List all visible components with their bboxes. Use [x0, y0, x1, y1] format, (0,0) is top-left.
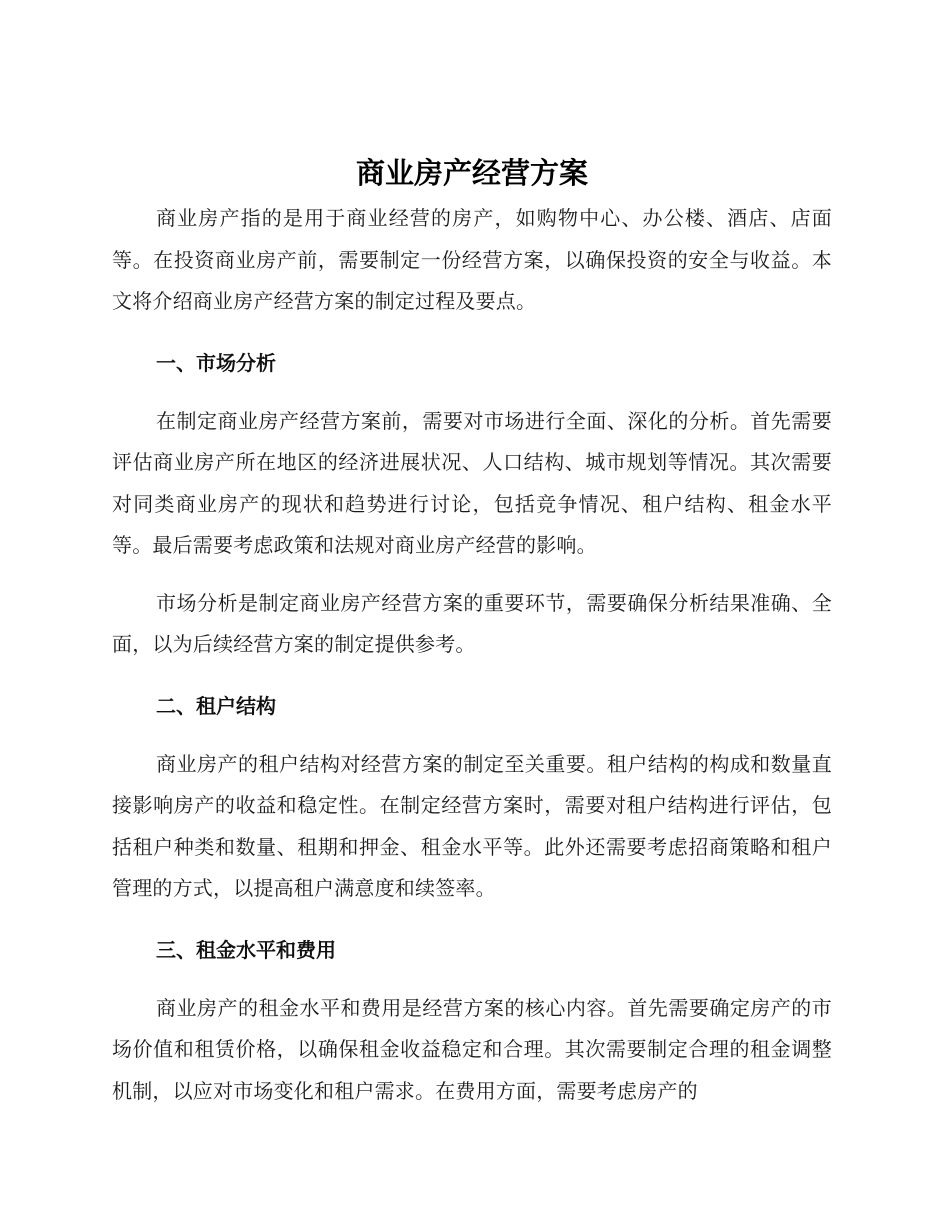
document-title: 商业房产经营方案 [355, 156, 588, 190]
section-heading-tenant-structure: 二、租户结构 [156, 693, 276, 718]
rent-and-fees-paragraph: 商业房产的租金水平和费用是经营方案的核心内容。首先需要确定房产的市场价值和租赁价格，以确保租金收益稳定和合理。其次需要制定合理的租金调整机制，以应对市场变化和租户需求。在费用方面，需要考虑房产的 [112, 995, 832, 1103]
section-heading-rent-and-fees: 三、租金水平和费用 [156, 937, 336, 962]
section-heading-market-analysis: 一、市场分析 [156, 350, 276, 375]
market-analysis-paragraph-1: 在制定商业房产经营方案前，需要对市场进行全面、深化的分析。首先需要评估商业房产所在地区的经济进展状况、人口结构、城市规划等情况。其次需要对同类商业房产的现状和趋势进行讨论，包括竞争情况、租户结构、租金水平等。最后需要考虑政策和法规对商业房产经营的影响。 [112, 408, 832, 557]
intro-paragraph: 商业房产指的是用于商业经营的房产，如购物中心、办公楼、酒店、店面等。在投资商业房产前，需要制定一份经营方案，以确保投资的安全与收益。本文将介绍商业房产经营方案的制定过程及要点。 [112, 206, 832, 313]
market-analysis-paragraph-2: 市场分析是制定商业房产经营方案的重要环节，需要确保分析结果准确、全面，以为后续经营方案的制定提供参考。 [112, 590, 832, 656]
document-page [112, 148, 832, 1112]
tenant-structure-paragraph: 商业房产的租户结构对经营方案的制定至关重要。租户结构的构成和数量直接影响房产的收益和稳定性。在制定经营方案时，需要对租户结构进行评估，包括租户种类和数量、租期和押金、租金水平等。此外还需要考虑招商策略和租户管理的方式，以提高租户满意度和续签率。 [112, 751, 832, 900]
